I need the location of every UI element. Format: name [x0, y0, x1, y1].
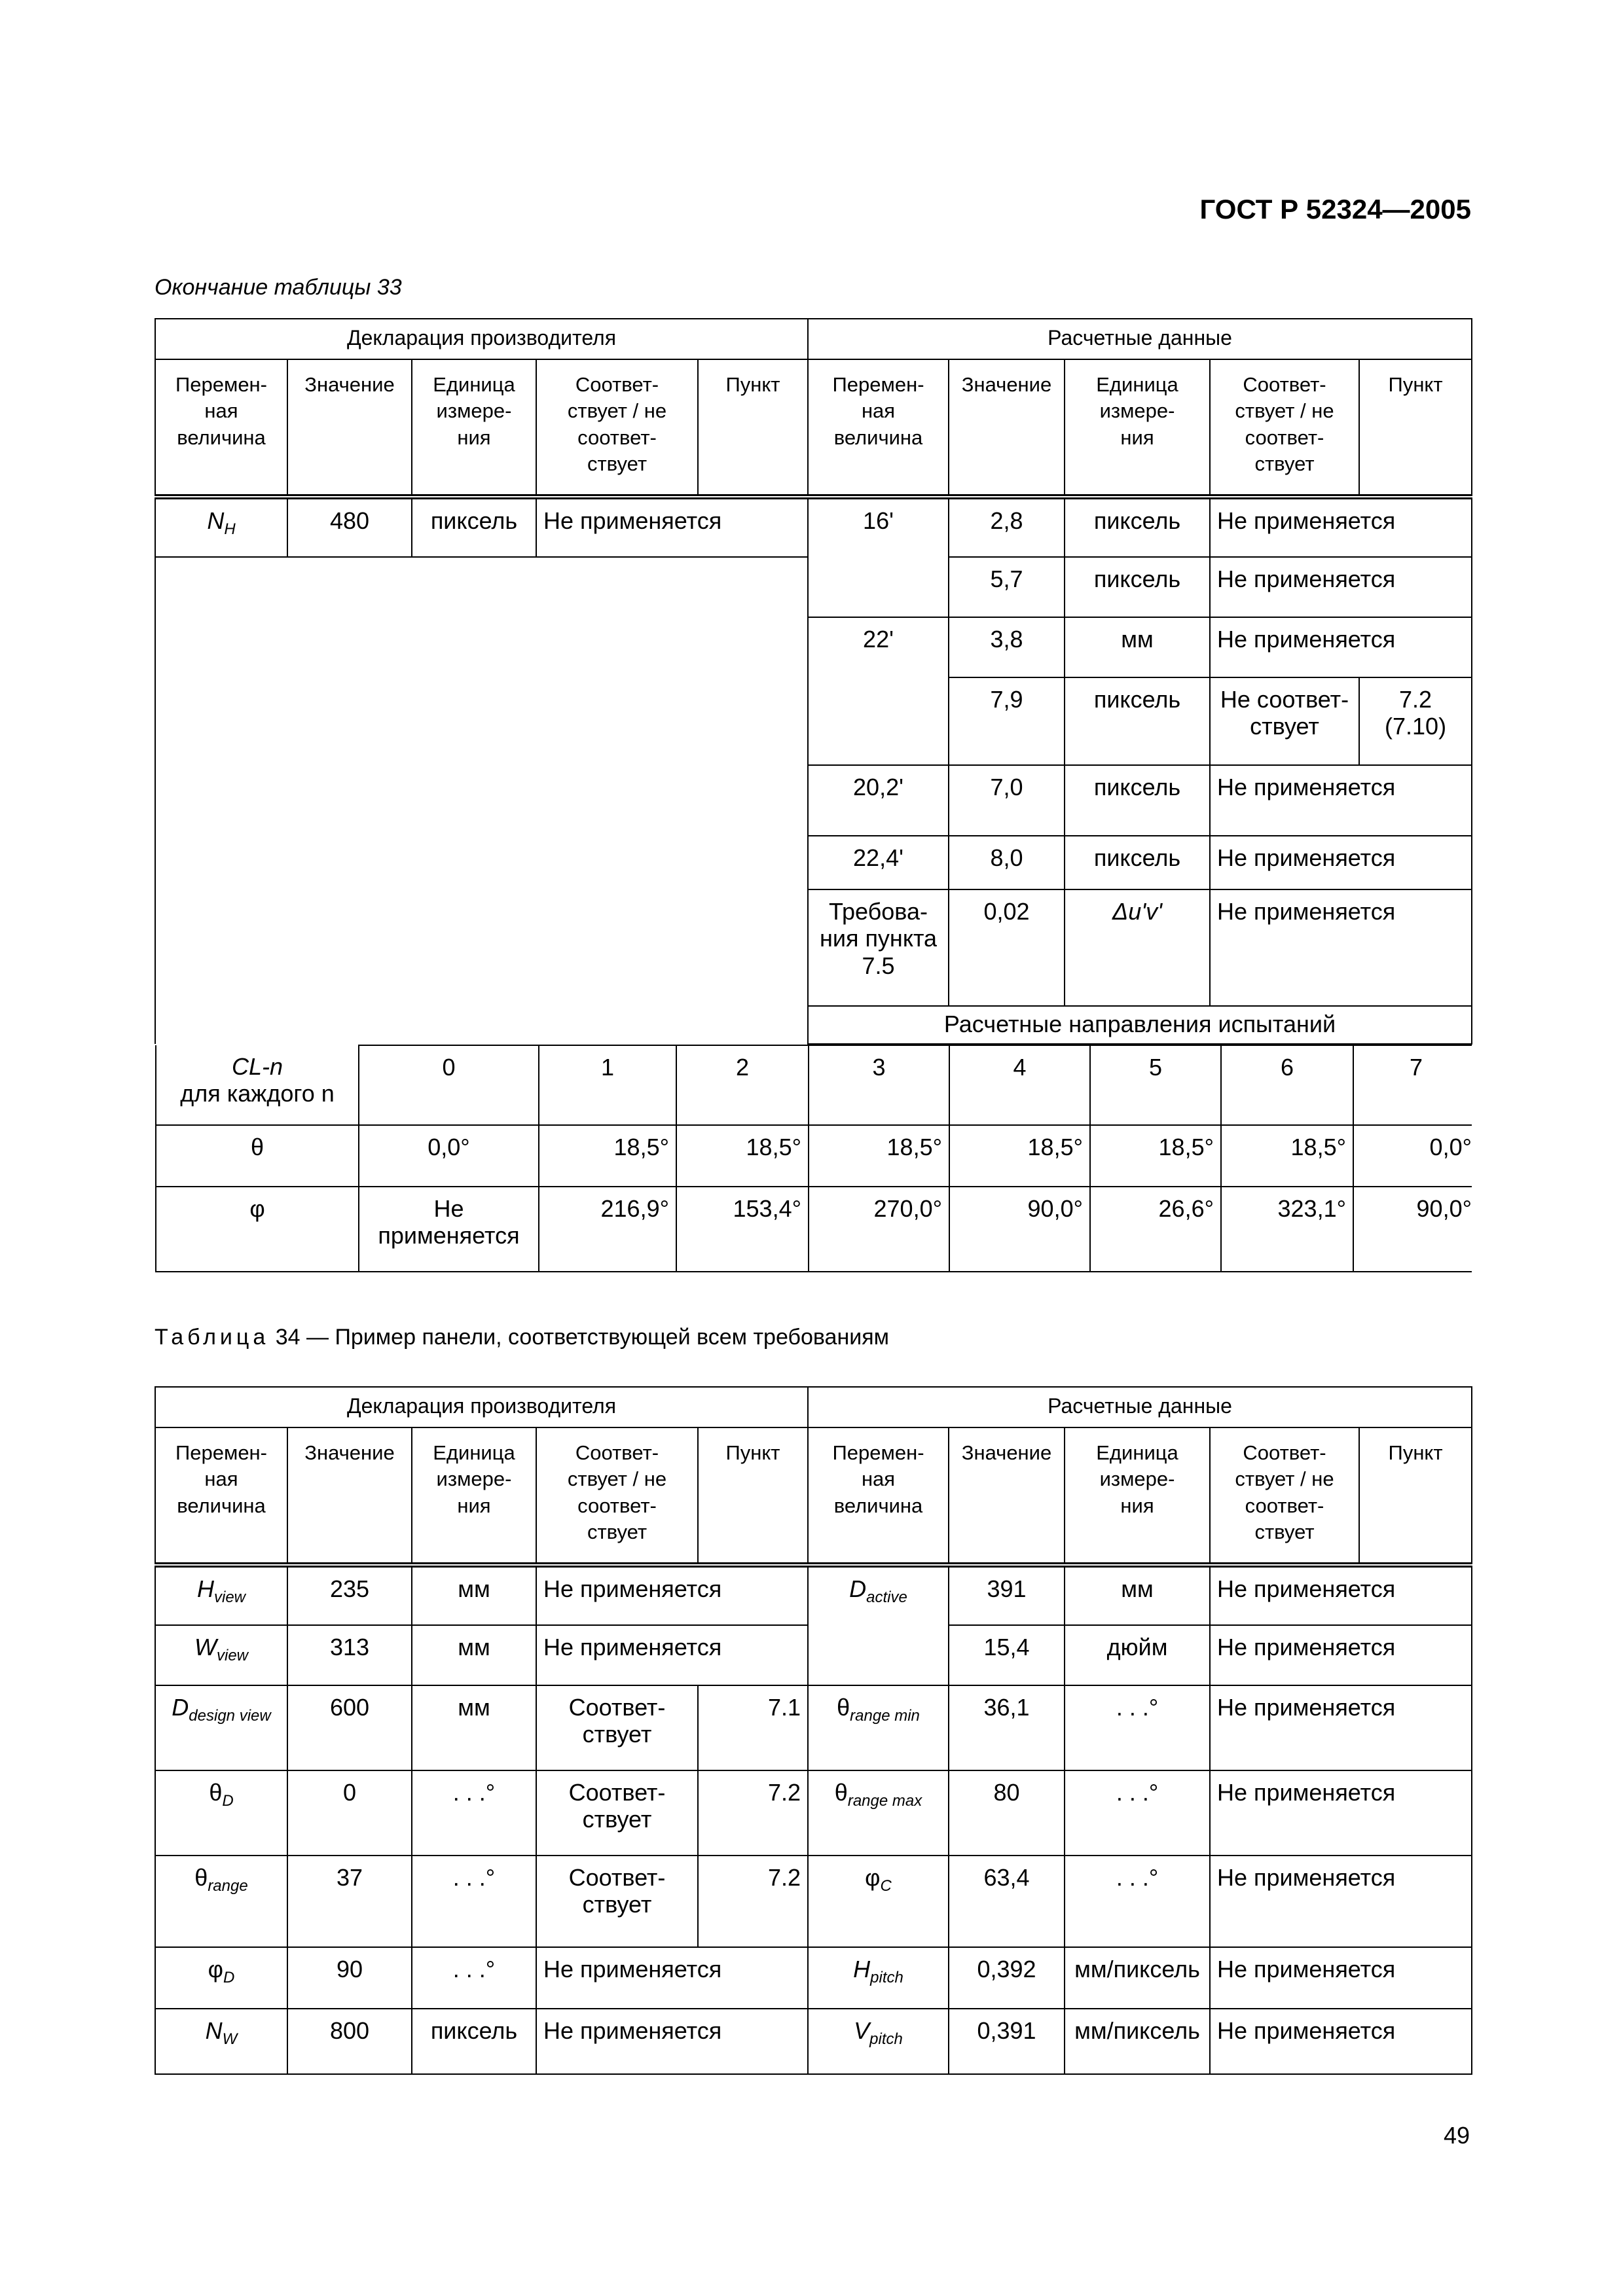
direction-phi-cell: 90,0° — [949, 1187, 1090, 1272]
calc-value: 15,4 — [949, 1625, 1065, 1685]
direction-indices-cell: 5 — [1090, 1045, 1221, 1125]
calc-unit: пиксель — [1065, 557, 1210, 617]
calc-conformance: Не применяется — [1210, 1565, 1472, 1625]
calc-value: 63,4 — [949, 1856, 1065, 1947]
calc-variable: 20,2' — [808, 765, 949, 836]
calc-value: 391 — [949, 1565, 1065, 1625]
decl-unit: мм — [412, 1685, 536, 1770]
table-34 — [155, 1386, 1472, 2075]
calc-value: 0,02 — [949, 889, 1065, 1006]
calc-unit: дюйм — [1065, 1625, 1210, 1685]
calc-unit: . . .° — [1065, 1685, 1210, 1770]
table-row — [155, 1947, 1472, 2009]
column-header: Соответ- ствует / не соответ- ствует — [536, 359, 698, 497]
calc-unit: . . .° — [1065, 1770, 1210, 1856]
decl-value: 800 — [287, 2009, 412, 2074]
directions-container — [155, 1044, 1472, 1272]
column-header: Соответ- ствует / не соответ- ствует — [536, 1427, 698, 1565]
decl-conformance: Соответ- ствует — [536, 1770, 698, 1856]
calc-unit: пиксель — [1065, 765, 1210, 836]
calc-variable: Требова- ния пункта 7.5 — [808, 889, 949, 1006]
calc-conformance: Не применяется — [1210, 1947, 1472, 2009]
decl-item: 7.2 — [698, 1770, 808, 1856]
direction-label: CL-n для каждого n — [156, 1045, 359, 1125]
decl-item: 7.1 — [698, 1685, 808, 1770]
decl-item: 7.2 — [698, 1856, 808, 1947]
decl-variable: $\varphi_D$ — [155, 1947, 287, 2009]
directions-index-row — [156, 1045, 1472, 1125]
theta-label: θ — [156, 1125, 359, 1187]
calc-unit: мм — [1065, 1565, 1210, 1625]
column-header: Пункт — [698, 1427, 808, 1565]
decl-value: 480 — [287, 497, 412, 557]
group-header-declaration: Декларация производителя — [155, 319, 808, 359]
direction-phi-cell: 90,0° — [1353, 1187, 1472, 1272]
direction-indices-cell: 1 — [539, 1045, 676, 1125]
calc-variable: $H_{pitch}$ — [808, 1947, 949, 2009]
decl-unit: . . .° — [412, 1947, 536, 2009]
table34-caption: Таблица 34 — Пример панели, соответствующей всем требованиям — [155, 1325, 889, 1350]
decl-variable: $N_W$ — [155, 2009, 287, 2074]
calc-conformance: Не применяется — [1210, 889, 1472, 1006]
direction-phi-cell: Не применяется — [359, 1187, 539, 1272]
column-header: Перемен- ная величина — [808, 1427, 949, 1565]
directions-phi-row — [156, 1187, 1472, 1272]
calc-value: 7,0 — [949, 765, 1065, 836]
direction-theta-cell: 18,5° — [949, 1125, 1090, 1187]
column-header: Единица измере- ния — [412, 359, 536, 497]
calc-conformance: Не применяется — [1210, 497, 1472, 557]
calc-variable: 16' — [808, 497, 949, 617]
decl-unit: пиксель — [412, 2009, 536, 2074]
direction-theta-cell: 18,5° — [809, 1125, 949, 1187]
calc-unit: мм/пиксель — [1065, 1947, 1210, 2009]
directions-table — [155, 1045, 1472, 1272]
decl-value: 600 — [287, 1685, 412, 1770]
decl-value: 37 — [287, 1856, 412, 1947]
direction-theta-cell: 0,0° — [1353, 1125, 1472, 1187]
phi-label: φ — [156, 1187, 359, 1272]
calc-conformance: Не применяется — [1210, 1856, 1472, 1947]
column-header-row — [155, 1427, 1472, 1565]
decl-unit: мм — [412, 1625, 536, 1685]
calc-conformance: Не применяется — [1210, 1685, 1472, 1770]
direction-indices-cell: 3 — [809, 1045, 949, 1125]
direction-phi-cell: 323,1° — [1221, 1187, 1353, 1272]
direction-indices-cell: 0 — [359, 1045, 539, 1125]
direction-indices-cell: 7 — [1353, 1045, 1472, 1125]
calc-variable: 22,4' — [808, 836, 949, 889]
calc-unit: пиксель — [1065, 836, 1210, 889]
direction-indices-cell: 4 — [949, 1045, 1090, 1125]
column-header: Значение — [287, 1427, 412, 1565]
group-header-declaration: Декларация производителя — [155, 1387, 808, 1427]
decl-variable: $W_{view}$ — [155, 1625, 287, 1685]
table34-body — [155, 1565, 1472, 2074]
decl-unit: мм — [412, 1565, 536, 1625]
directions-theta-row — [156, 1125, 1472, 1187]
calc-value: 2,8 — [949, 497, 1065, 557]
direction-theta-cell: 18,5° — [539, 1125, 676, 1187]
direction-phi-cell: 216,9° — [539, 1187, 676, 1272]
decl-conformance: Не применяется — [536, 1947, 808, 2009]
decl-conformance: Не применяется — [536, 1625, 808, 1685]
decl-value: 90 — [287, 1947, 412, 2009]
calc-variable: $\theta_{range min}$ — [808, 1685, 949, 1770]
table-row — [155, 1856, 1472, 1947]
column-header: Единица измере- ния — [412, 1427, 536, 1565]
decl-unit: . . .° — [412, 1770, 536, 1856]
direction-theta-cell: 0,0° — [359, 1125, 539, 1187]
calc-unit: мм/пиксель — [1065, 2009, 1210, 2074]
empty-area — [155, 557, 808, 1044]
direction-theta-cell: 18,5° — [1090, 1125, 1221, 1187]
column-header-row — [155, 359, 1472, 497]
table-row — [155, 1685, 1472, 1770]
calc-unit: пиксель — [1065, 497, 1210, 557]
direction-indices-cell: 6 — [1221, 1045, 1353, 1125]
direction-phi-cell: 153,4° — [676, 1187, 809, 1272]
column-header: Значение — [949, 359, 1065, 497]
calc-unit: . . .° — [1065, 1856, 1210, 1947]
decl-value: 0 — [287, 1770, 412, 1856]
calc-conformance: Не применяется — [1210, 1770, 1472, 1856]
decl-value: 313 — [287, 1625, 412, 1685]
group-header-calculated: Расчетные данные — [808, 319, 1472, 359]
calc-value: 8,0 — [949, 836, 1065, 889]
direction-phi-cell: 270,0° — [809, 1187, 949, 1272]
calc-value: 0,391 — [949, 2009, 1065, 2074]
calc-value: 7,9 — [949, 677, 1065, 765]
calc-unit: пиксель — [1065, 677, 1210, 765]
column-header: Единица измере- ния — [1065, 359, 1210, 497]
column-header: Значение — [949, 1427, 1065, 1565]
direction-theta-cell: 18,5° — [676, 1125, 809, 1187]
calc-unit: Δu'v' — [1065, 889, 1210, 1006]
calc-value: 0,392 — [949, 1947, 1065, 2009]
calc-conformance: Не соответ- ствует — [1210, 677, 1359, 765]
decl-variable: $H_{view}$ — [155, 1565, 287, 1625]
calc-variable: $V_{pitch}$ — [808, 2009, 949, 2074]
column-header: Значение — [287, 359, 412, 497]
decl-variable: $D_{design view}$ — [155, 1685, 287, 1770]
group-header-calculated: Расчетные данные — [808, 1387, 1472, 1427]
table-33 — [155, 318, 1472, 1272]
decl-conformance: Не применяется — [536, 1565, 808, 1625]
page-number: 49 — [1443, 2122, 1470, 2149]
column-header: Соответ- ствует / не соответ- ствует — [1210, 359, 1359, 497]
calc-variable: 22' — [808, 617, 949, 765]
directions-title: Расчетные направления испытаний — [808, 1006, 1472, 1044]
direction-theta-cell: 18,5° — [1221, 1125, 1353, 1187]
table-row — [155, 2009, 1472, 2074]
decl-variable: $\theta_{range}$ — [155, 1856, 287, 1947]
table33-caption: Окончание таблицы 33 — [155, 275, 402, 300]
column-header: Единица измере- ния — [1065, 1427, 1210, 1565]
column-header: Пункт — [1359, 1427, 1472, 1565]
calc-conformance: Не применяется — [1210, 2009, 1472, 2074]
document-id: ГОСТ Р 52324—2005 — [1199, 194, 1471, 224]
calc-item: 7.2 (7.10) — [1359, 677, 1472, 765]
calc-conformance: Не применяется — [1210, 836, 1472, 889]
decl-variable: $N_H$ — [155, 497, 287, 557]
column-header: Соответ- ствует / не соответ- ствует — [1210, 1427, 1359, 1565]
calc-value: 36,1 — [949, 1685, 1065, 1770]
decl-conformance: Не применяется — [536, 497, 808, 557]
decl-value: 235 — [287, 1565, 412, 1625]
column-header: Перемен- ная величина — [155, 359, 287, 497]
decl-conformance: Не применяется — [536, 2009, 808, 2074]
calc-variable: $\varphi_C$ — [808, 1856, 949, 1947]
direction-phi-cell: 26,6° — [1090, 1187, 1221, 1272]
calc-variable: $\theta_{range max}$ — [808, 1770, 949, 1856]
decl-variable: $\theta_D$ — [155, 1770, 287, 1856]
column-header: Пункт — [1359, 359, 1472, 497]
table-row — [155, 1770, 1472, 1856]
calc-conformance: Не применяется — [1210, 1625, 1472, 1685]
calc-value: 5,7 — [949, 557, 1065, 617]
calc-conformance: Не применяется — [1210, 557, 1472, 617]
calc-value: 80 — [949, 1770, 1065, 1856]
calc-conformance: Не применяется — [1210, 617, 1472, 677]
table-row — [155, 1565, 1472, 1625]
column-header: Перемен- ная величина — [155, 1427, 287, 1565]
column-header: Пункт — [698, 359, 808, 497]
decl-conformance: Соответ- ствует — [536, 1685, 698, 1770]
calc-variable: $D_{active}$ — [808, 1565, 949, 1685]
decl-conformance: Соответ- ствует — [536, 1856, 698, 1947]
column-header: Перемен- ная величина — [808, 359, 949, 497]
calc-unit: мм — [1065, 617, 1210, 677]
decl-unit: . . .° — [412, 1856, 536, 1947]
direction-indices-cell: 2 — [676, 1045, 809, 1125]
calc-value: 3,8 — [949, 617, 1065, 677]
calc-conformance: Не применяется — [1210, 765, 1472, 836]
decl-unit: пиксель — [412, 497, 536, 557]
